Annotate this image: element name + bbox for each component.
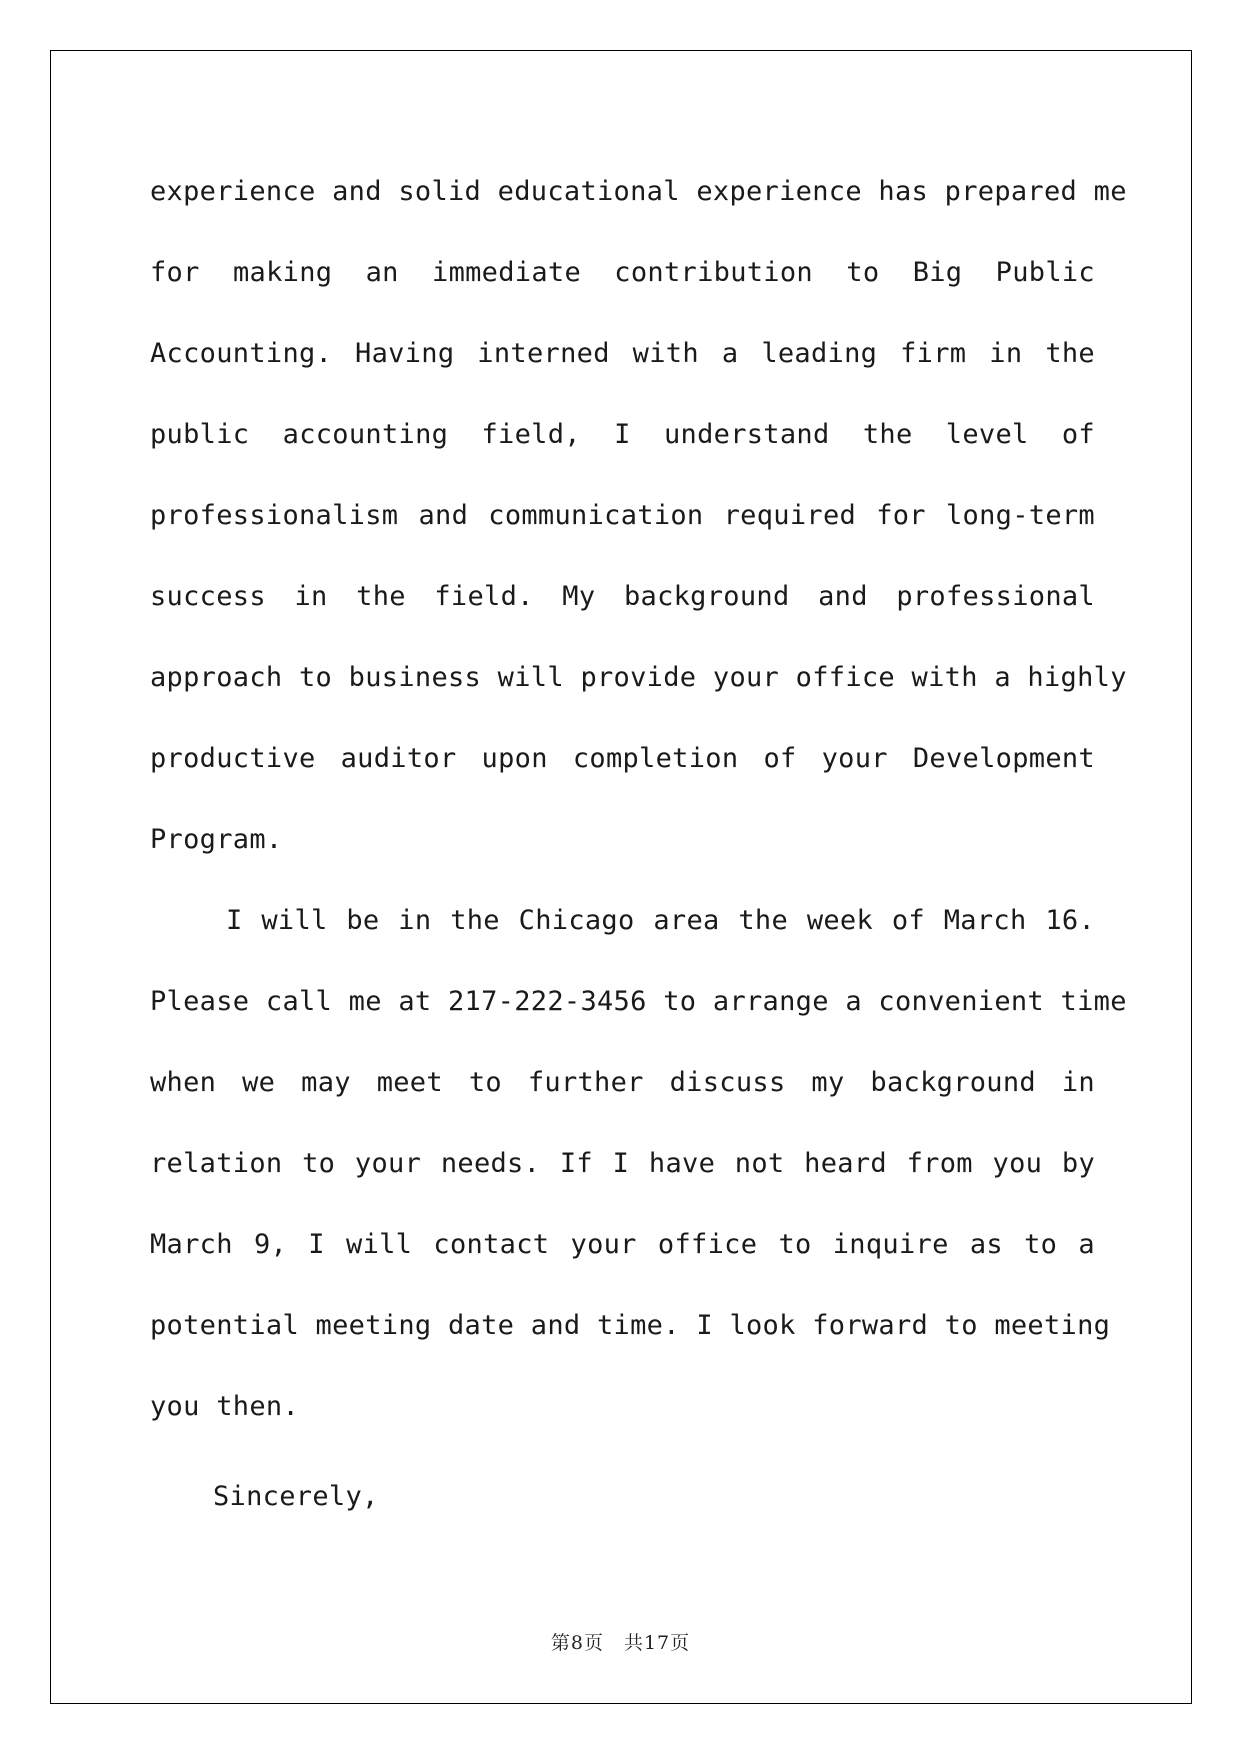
body-line: public accounting field, I understand the level of	[150, 419, 1095, 450]
body-line: Accounting. Having interned with a leading firm in the	[150, 338, 1095, 369]
page-number-footer: 第8页 共17页	[550, 1632, 691, 1654]
body-line: experience and solid educational experience has prepared me	[150, 176, 1127, 207]
body-line: for making an immediate contribution to Big Public	[150, 257, 1095, 288]
body-line: approach to business will provide your office with a highly	[150, 662, 1127, 693]
body-line: Please call me at 217-222-3456 to arrange a convenient time	[150, 986, 1127, 1017]
body-line: I will be in the Chicago area the week of March 16.	[226, 905, 1095, 936]
body-line: you then.	[150, 1391, 299, 1422]
page-border	[50, 50, 1192, 1704]
body-line: Program.	[150, 824, 283, 855]
body-line: potential meeting date and time. I look forward to meeting	[150, 1310, 1111, 1341]
body-line: professionalism and communication required for long-term	[150, 500, 1095, 531]
signoff: Sincerely,	[213, 1481, 379, 1512]
body-line: relation to your needs. If I have not heard from you by	[150, 1148, 1095, 1179]
body-line: when we may meet to further discuss my background in	[150, 1067, 1095, 1098]
body-line: productive auditor upon completion of your Development	[150, 743, 1095, 774]
body-line: March 9, I will contact your office to inquire as to a	[150, 1229, 1095, 1260]
body-line: success in the field. My background and professional	[150, 581, 1095, 612]
